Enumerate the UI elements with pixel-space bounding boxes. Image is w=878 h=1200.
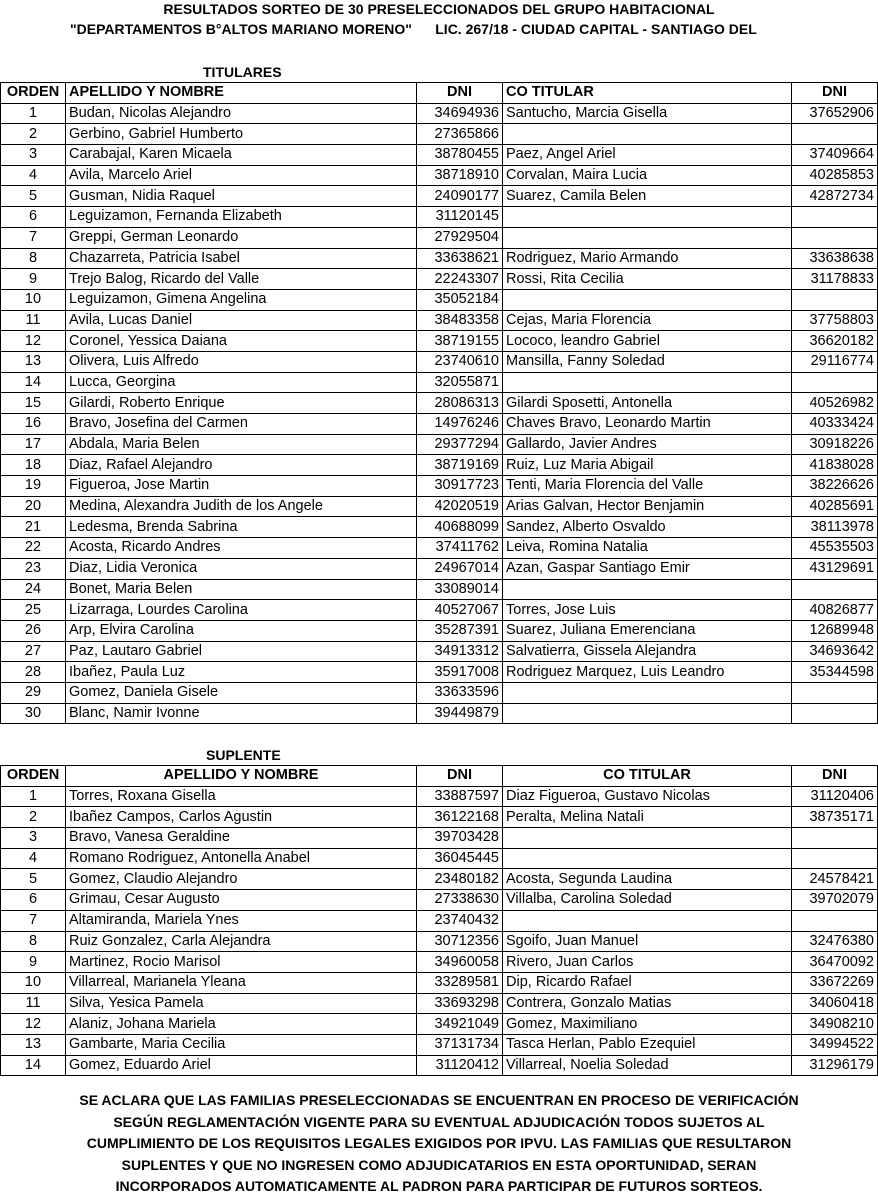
table-row — [1, 517, 878, 538]
cell-dni: 24967014 — [417, 558, 503, 579]
cell-co-titular — [503, 682, 792, 703]
cell-orden: 14 — [1, 372, 66, 393]
cell-apellido-nombre: Bravo, Vanesa Geraldine — [66, 828, 417, 849]
cell-apellido-nombre: Gusman, Nidia Raquel — [66, 186, 417, 207]
table-header-row — [1, 766, 878, 787]
cell-orden: 25 — [1, 600, 66, 621]
table-row — [1, 952, 878, 973]
table-row — [1, 890, 878, 911]
cell-co-titular-dni: 31120406 — [792, 786, 878, 807]
cell-apellido-nombre: Coronel, Yessica Daiana — [66, 331, 417, 352]
cell-co-titular-dni — [792, 579, 878, 600]
cell-dni: 33887597 — [417, 786, 503, 807]
cell-orden: 13 — [1, 351, 66, 372]
cell-apellido-nombre: Gomez, Eduardo Ariel — [66, 1055, 417, 1076]
cell-apellido-nombre: Abdala, Maria Belen — [66, 434, 417, 455]
cell-dni: 14976246 — [417, 414, 503, 435]
cell-orden: 8 — [1, 931, 66, 952]
cell-orden: 1 — [1, 786, 66, 807]
table-row — [1, 227, 878, 248]
table-row — [1, 186, 878, 207]
cell-co-titular-dni — [792, 828, 878, 849]
cell-apellido-nombre: Blanc, Namir Ivonne — [66, 703, 417, 724]
cell-co-titular-dni: 34908210 — [792, 1014, 878, 1035]
cell-co-titular: Lococo, leandro Gabriel — [503, 331, 792, 352]
cell-orden: 8 — [1, 248, 66, 269]
cell-co-titular: Santucho, Marcia Gisella — [503, 103, 792, 124]
cell-dni: 28086313 — [417, 393, 503, 414]
cell-co-titular-dni: 40285691 — [792, 496, 878, 517]
titulares-section-label: TITULARES — [203, 64, 282, 80]
cell-co-titular-dni: 40333424 — [792, 414, 878, 435]
column-header-co-titular: CO TITULAR — [503, 766, 792, 787]
cell-dni: 38780455 — [417, 145, 503, 166]
cell-dni: 33289581 — [417, 972, 503, 993]
cell-co-titular: Dip, Ricardo Rafael — [503, 972, 792, 993]
cell-co-titular-dni: 40285853 — [792, 165, 878, 186]
cell-co-titular-dni — [792, 682, 878, 703]
cell-co-titular: Suarez, Juliana Emerenciana — [503, 620, 792, 641]
cell-co-titular: Rodriguez, Mario Armando — [503, 248, 792, 269]
table-row — [1, 538, 878, 559]
cell-co-titular-dni: 45535503 — [792, 538, 878, 559]
cell-dni: 33089014 — [417, 579, 503, 600]
footer-note-line: SE ACLARA QUE LAS FAMILIAS PRESELECCIONADAS SE ENCUENTRAN EN PROCESO DE VERIFICACIÓN — [79, 1092, 799, 1108]
footer-note-line: CUMPLIMIENTO DE LOS REQUISITOS LEGALES EXIGIDOS POR IPVU. LAS FAMILIAS QUE RESULTARON — [86, 1135, 792, 1151]
cell-apellido-nombre: Paz, Lautaro Gabriel — [66, 641, 417, 662]
cell-orden: 29 — [1, 682, 66, 703]
cell-dni: 23480182 — [417, 869, 503, 890]
cell-co-titular-dni: 36620182 — [792, 331, 878, 352]
cell-apellido-nombre: Ledesma, Brenda Sabrina — [66, 517, 417, 538]
cell-orden: 2 — [1, 124, 66, 145]
column-header-co-titular-dni: DNI — [792, 83, 878, 104]
cell-co-titular: Arias Galvan, Hector Benjamin — [503, 496, 792, 517]
table-row — [1, 1014, 878, 1035]
cell-orden: 19 — [1, 476, 66, 497]
cell-apellido-nombre: Leguizamon, Fernanda Elizabeth — [66, 207, 417, 228]
cell-co-titular-dni: 42872734 — [792, 186, 878, 207]
column-header-orden: ORDEN — [1, 766, 66, 787]
cell-co-titular — [503, 207, 792, 228]
table-row — [1, 869, 878, 890]
table-row — [1, 496, 878, 517]
cell-co-titular: Gallardo, Javier Andres — [503, 434, 792, 455]
cell-co-titular: Rossi, Rita Cecilia — [503, 269, 792, 290]
table-row — [1, 165, 878, 186]
cell-dni: 36122168 — [417, 807, 503, 828]
table-row — [1, 103, 878, 124]
table-row — [1, 848, 878, 869]
cell-orden: 4 — [1, 165, 66, 186]
table-row — [1, 828, 878, 849]
cell-dni: 24090177 — [417, 186, 503, 207]
suplentes-table — [0, 765, 878, 1076]
cell-orden: 6 — [1, 890, 66, 911]
cell-dni: 34921049 — [417, 1014, 503, 1035]
table-row — [1, 207, 878, 228]
cell-orden: 28 — [1, 662, 66, 683]
cell-apellido-nombre: Ibañez, Paula Luz — [66, 662, 417, 683]
table-row — [1, 331, 878, 352]
table-row — [1, 351, 878, 372]
column-header-apellido-nombre: APELLIDO Y NOMBRE — [66, 83, 417, 104]
cell-apellido-nombre: Greppi, German Leonardo — [66, 227, 417, 248]
cell-co-titular: Azan, Gaspar Santiago Emir — [503, 558, 792, 579]
cell-co-titular-dni — [792, 207, 878, 228]
cell-co-titular-dni — [792, 910, 878, 931]
suplentes-table-body — [1, 786, 878, 1076]
cell-dni: 30712356 — [417, 931, 503, 952]
cell-co-titular — [503, 848, 792, 869]
cell-orden: 11 — [1, 310, 66, 331]
cell-orden: 22 — [1, 538, 66, 559]
cell-co-titular: Leiva, Romina Natalia — [503, 538, 792, 559]
cell-orden: 3 — [1, 828, 66, 849]
cell-dni: 31120412 — [417, 1055, 503, 1076]
titulares-table — [0, 82, 878, 724]
footer-note-line: INCORPORADOS AUTOMATICAMENTE AL PADRON PARA PARTICIPAR DE FUTUROS SORTEOS. — [115, 1178, 763, 1194]
column-header-dni: DNI — [417, 83, 503, 104]
cell-orden: 17 — [1, 434, 66, 455]
cell-orden: 10 — [1, 289, 66, 310]
cell-co-titular-dni: 39702079 — [792, 890, 878, 911]
cell-apellido-nombre: Lizarraga, Lourdes Carolina — [66, 600, 417, 621]
cell-apellido-nombre: Leguizamon, Gimena Angelina — [66, 289, 417, 310]
footer-note — [50, 1090, 828, 1198]
table-row — [1, 600, 878, 621]
cell-apellido-nombre: Gilardi, Roberto Enrique — [66, 393, 417, 414]
document-title: RESULTADOS SORTEO DE 30 PRESELECCIONADOS DEL GRUPO HABITACIONAL — [163, 1, 715, 17]
cell-apellido-nombre: Grimau, Cesar Augusto — [66, 890, 417, 911]
cell-co-titular: Tasca Herlan, Pablo Ezequiel — [503, 1034, 792, 1055]
table-row — [1, 662, 878, 683]
cell-co-titular-dni — [792, 372, 878, 393]
cell-apellido-nombre: Olivera, Luis Alfredo — [66, 351, 417, 372]
cell-apellido-nombre: Ibañez Campos, Carlos Agustin — [66, 807, 417, 828]
footer-note-line: SUPLENTES Y QUE NO INGRESEN COMO ADJUDICATARIOS EN ESTA OPORTUNIDAD, SERAN — [121, 1156, 757, 1173]
cell-orden: 23 — [1, 558, 66, 579]
cell-co-titular — [503, 372, 792, 393]
table-row — [1, 703, 878, 724]
cell-co-titular-dni — [792, 703, 878, 724]
cell-dni: 38718910 — [417, 165, 503, 186]
cell-dni: 32055871 — [417, 372, 503, 393]
cell-apellido-nombre: Diaz, Lidia Veronica — [66, 558, 417, 579]
cell-apellido-nombre: Ruiz Gonzalez, Carla Alejandra — [66, 931, 417, 952]
cell-co-titular-dni: 35344598 — [792, 662, 878, 683]
cell-co-titular: Gomez, Maximiliano — [503, 1014, 792, 1035]
cell-orden: 7 — [1, 227, 66, 248]
table-row — [1, 558, 878, 579]
table-row — [1, 1055, 878, 1076]
cell-orden: 12 — [1, 1014, 66, 1035]
cell-orden: 18 — [1, 455, 66, 476]
cell-apellido-nombre: Arp, Elvira Carolina — [66, 620, 417, 641]
cell-orden: 4 — [1, 848, 66, 869]
table-row — [1, 1034, 878, 1055]
cell-co-titular: Paez, Angel Ariel — [503, 145, 792, 166]
cell-orden: 9 — [1, 269, 66, 290]
cell-co-titular-dni — [792, 848, 878, 869]
cell-orden: 9 — [1, 952, 66, 973]
cell-dni: 27929504 — [417, 227, 503, 248]
cell-co-titular — [503, 828, 792, 849]
cell-co-titular — [503, 579, 792, 600]
cell-apellido-nombre: Villarreal, Marianela Yleana — [66, 972, 417, 993]
cell-orden: 12 — [1, 331, 66, 352]
cell-orden: 16 — [1, 414, 66, 435]
cell-apellido-nombre: Diaz, Rafael Alejandro — [66, 455, 417, 476]
cell-dni: 38719155 — [417, 331, 503, 352]
cell-apellido-nombre: Carabajal, Karen Micaela — [66, 145, 417, 166]
cell-co-titular — [503, 227, 792, 248]
column-header-apellido-nombre: APELLIDO Y NOMBRE — [66, 766, 417, 787]
cell-dni: 23740610 — [417, 351, 503, 372]
cell-apellido-nombre: Altamiranda, Mariela Ynes — [66, 910, 417, 931]
cell-co-titular-dni: 37758803 — [792, 310, 878, 331]
cell-co-titular-dni: 40526982 — [792, 393, 878, 414]
cell-co-titular: Rodriguez Marquez, Luis Leandro — [503, 662, 792, 683]
cell-co-titular-dni: 31178833 — [792, 269, 878, 290]
cell-dni: 34960058 — [417, 952, 503, 973]
cell-orden: 3 — [1, 145, 66, 166]
cell-co-titular: Diaz Figueroa, Gustavo Nicolas — [503, 786, 792, 807]
cell-co-titular-dni: 34994522 — [792, 1034, 878, 1055]
table-row — [1, 289, 878, 310]
cell-dni: 34694936 — [417, 103, 503, 124]
table-row — [1, 807, 878, 828]
cell-apellido-nombre: Martinez, Rocio Marisol — [66, 952, 417, 973]
cell-apellido-nombre: Acosta, Ricardo Andres — [66, 538, 417, 559]
column-header-co-titular: CO TITULAR — [503, 83, 792, 104]
cell-dni: 34913312 — [417, 641, 503, 662]
cell-co-titular-dni: 38735171 — [792, 807, 878, 828]
cell-dni: 33693298 — [417, 993, 503, 1014]
cell-co-titular: Cejas, Maria Florencia — [503, 310, 792, 331]
cell-apellido-nombre: Trejo Balog, Ricardo del Valle — [66, 269, 417, 290]
cell-apellido-nombre: Gerbino, Gabriel Humberto — [66, 124, 417, 145]
cell-co-titular: Rivero, Juan Carlos — [503, 952, 792, 973]
cell-co-titular-dni: 29116774 — [792, 351, 878, 372]
cell-co-titular-dni: 33672269 — [792, 972, 878, 993]
cell-orden: 20 — [1, 496, 66, 517]
cell-co-titular: Ruiz, Luz Maria Abigail — [503, 455, 792, 476]
cell-co-titular-dni: 38113978 — [792, 517, 878, 538]
cell-apellido-nombre: Avila, Marcelo Ariel — [66, 165, 417, 186]
cell-co-titular: Tenti, Maria Florencia del Valle — [503, 476, 792, 497]
cell-orden: 24 — [1, 579, 66, 600]
cell-orden: 15 — [1, 393, 66, 414]
cell-co-titular: Suarez, Camila Belen — [503, 186, 792, 207]
cell-co-titular — [503, 289, 792, 310]
cell-orden: 2 — [1, 807, 66, 828]
suplentes-section-label: SUPLENTE — [206, 747, 281, 763]
cell-co-titular — [503, 910, 792, 931]
cell-apellido-nombre: Gomez, Daniela Gisele — [66, 682, 417, 703]
table-row — [1, 993, 878, 1014]
cell-apellido-nombre: Bonet, Maria Belen — [66, 579, 417, 600]
cell-dni: 38483358 — [417, 310, 503, 331]
cell-co-titular: Acosta, Segunda Laudina — [503, 869, 792, 890]
cell-orden: 30 — [1, 703, 66, 724]
cell-dni: 36045445 — [417, 848, 503, 869]
cell-co-titular-dni: 37652906 — [792, 103, 878, 124]
cell-apellido-nombre: Avila, Lucas Daniel — [66, 310, 417, 331]
cell-co-titular-dni: 34060418 — [792, 993, 878, 1014]
table-row — [1, 682, 878, 703]
cell-co-titular: Chaves Bravo, Leonardo Martin — [503, 414, 792, 435]
cell-apellido-nombre: Budan, Nicolas Alejandro — [66, 103, 417, 124]
table-row — [1, 641, 878, 662]
table-row — [1, 414, 878, 435]
column-header-co-titular-dni: DNI — [792, 766, 878, 787]
cell-dni: 35917008 — [417, 662, 503, 683]
cell-orden: 14 — [1, 1055, 66, 1076]
cell-dni: 37411762 — [417, 538, 503, 559]
table-row — [1, 434, 878, 455]
cell-co-titular-dni — [792, 289, 878, 310]
cell-apellido-nombre: Silva, Yesica Pamela — [66, 993, 417, 1014]
cell-orden: 5 — [1, 869, 66, 890]
table-row — [1, 620, 878, 641]
table-row — [1, 476, 878, 497]
cell-co-titular: Villalba, Carolina Soledad — [503, 890, 792, 911]
column-header-dni: DNI — [417, 766, 503, 787]
cell-apellido-nombre: Chazarreta, Patricia Isabel — [66, 248, 417, 269]
cell-co-titular-dni: 43129691 — [792, 558, 878, 579]
table-row — [1, 455, 878, 476]
table-row — [1, 310, 878, 331]
cell-co-titular: Sgoifo, Juan Manuel — [503, 931, 792, 952]
cell-orden: 6 — [1, 207, 66, 228]
cell-co-titular-dni: 41838028 — [792, 455, 878, 476]
cell-co-titular-dni: 33638638 — [792, 248, 878, 269]
cell-apellido-nombre: Gambarte, Maria Cecilia — [66, 1034, 417, 1055]
cell-co-titular: Sandez, Alberto Osvaldo — [503, 517, 792, 538]
cell-co-titular-dni — [792, 227, 878, 248]
cell-co-titular: Contrera, Gonzalo Matias — [503, 993, 792, 1014]
cell-dni: 22243307 — [417, 269, 503, 290]
cell-co-titular-dni: 36470092 — [792, 952, 878, 973]
cell-apellido-nombre: Gomez, Claudio Alejandro — [66, 869, 417, 890]
cell-apellido-nombre: Lucca, Georgina — [66, 372, 417, 393]
table-row — [1, 269, 878, 290]
column-header-orden: ORDEN — [1, 83, 66, 104]
cell-co-titular — [503, 124, 792, 145]
cell-co-titular-dni: 40826877 — [792, 600, 878, 621]
cell-dni: 31120145 — [417, 207, 503, 228]
table-row — [1, 372, 878, 393]
table-row — [1, 910, 878, 931]
table-row — [1, 931, 878, 952]
cell-orden: 13 — [1, 1034, 66, 1055]
cell-co-titular: Peralta, Melina Natali — [503, 807, 792, 828]
cell-dni: 39449879 — [417, 703, 503, 724]
cell-dni: 38719169 — [417, 455, 503, 476]
cell-dni: 35287391 — [417, 620, 503, 641]
footer-note-line: SEGÚN REGLAMENTACIÓN VIGENTE PARA SU EVENTUAL ADJUDICACIÓN TODOS SUJETOS AL — [113, 1113, 765, 1130]
cell-orden: 10 — [1, 972, 66, 993]
cell-co-titular-dni: 24578421 — [792, 869, 878, 890]
cell-apellido-nombre: Torres, Roxana Gisella — [66, 786, 417, 807]
table-row — [1, 124, 878, 145]
cell-co-titular — [503, 703, 792, 724]
cell-orden: 7 — [1, 910, 66, 931]
cell-dni: 29377294 — [417, 434, 503, 455]
document-subtitle: "DEPARTAMENTOS B°ALTOS MARIANO MORENO" LIC. 267/18 - CIUDAD CAPITAL - SANTIAGO DEL — [70, 21, 757, 37]
cell-orden: 27 — [1, 641, 66, 662]
table-row — [1, 393, 878, 414]
cell-dni: 27365866 — [417, 124, 503, 145]
cell-apellido-nombre: Alaniz, Johana Mariela — [66, 1014, 417, 1035]
cell-dni: 23740432 — [417, 910, 503, 931]
cell-dni: 27338630 — [417, 890, 503, 911]
cell-co-titular: Corvalan, Maira Lucia — [503, 165, 792, 186]
cell-apellido-nombre: Romano Rodriguez, Antonella Anabel — [66, 848, 417, 869]
cell-co-titular-dni: 37409664 — [792, 145, 878, 166]
cell-dni: 42020519 — [417, 496, 503, 517]
cell-co-titular-dni: 12689948 — [792, 620, 878, 641]
cell-dni: 33638621 — [417, 248, 503, 269]
table-row — [1, 786, 878, 807]
cell-co-titular-dni: 38226626 — [792, 476, 878, 497]
cell-dni: 33633596 — [417, 682, 503, 703]
table-row — [1, 145, 878, 166]
titulares-table-body — [1, 103, 878, 724]
cell-co-titular-dni: 34693642 — [792, 641, 878, 662]
cell-apellido-nombre: Figueroa, Jose Martin — [66, 476, 417, 497]
cell-orden: 11 — [1, 993, 66, 1014]
cell-dni: 40688099 — [417, 517, 503, 538]
table-row — [1, 248, 878, 269]
cell-co-titular: Gilardi Sposetti, Antonella — [503, 393, 792, 414]
cell-co-titular-dni: 31296179 — [792, 1055, 878, 1076]
cell-co-titular: Salvatierra, Gissela Alejandra — [503, 641, 792, 662]
cell-orden: 21 — [1, 517, 66, 538]
cell-co-titular: Villarreal, Noelia Soledad — [503, 1055, 792, 1076]
cell-dni: 35052184 — [417, 289, 503, 310]
cell-co-titular-dni: 32476380 — [792, 931, 878, 952]
cell-co-titular: Mansilla, Fanny Soledad — [503, 351, 792, 372]
cell-co-titular-dni: 30918226 — [792, 434, 878, 455]
cell-orden: 26 — [1, 620, 66, 641]
table-row — [1, 972, 878, 993]
cell-dni: 37131734 — [417, 1034, 503, 1055]
cell-orden: 5 — [1, 186, 66, 207]
cell-dni: 40527067 — [417, 600, 503, 621]
cell-co-titular-dni — [792, 124, 878, 145]
cell-apellido-nombre: Medina, Alexandra Judith de los Angele — [66, 496, 417, 517]
cell-orden: 1 — [1, 103, 66, 124]
cell-dni: 39703428 — [417, 828, 503, 849]
cell-dni: 30917723 — [417, 476, 503, 497]
table-row — [1, 579, 878, 600]
cell-co-titular: Torres, Jose Luis — [503, 600, 792, 621]
table-header-row — [1, 83, 878, 104]
cell-apellido-nombre: Bravo, Josefina del Carmen — [66, 414, 417, 435]
